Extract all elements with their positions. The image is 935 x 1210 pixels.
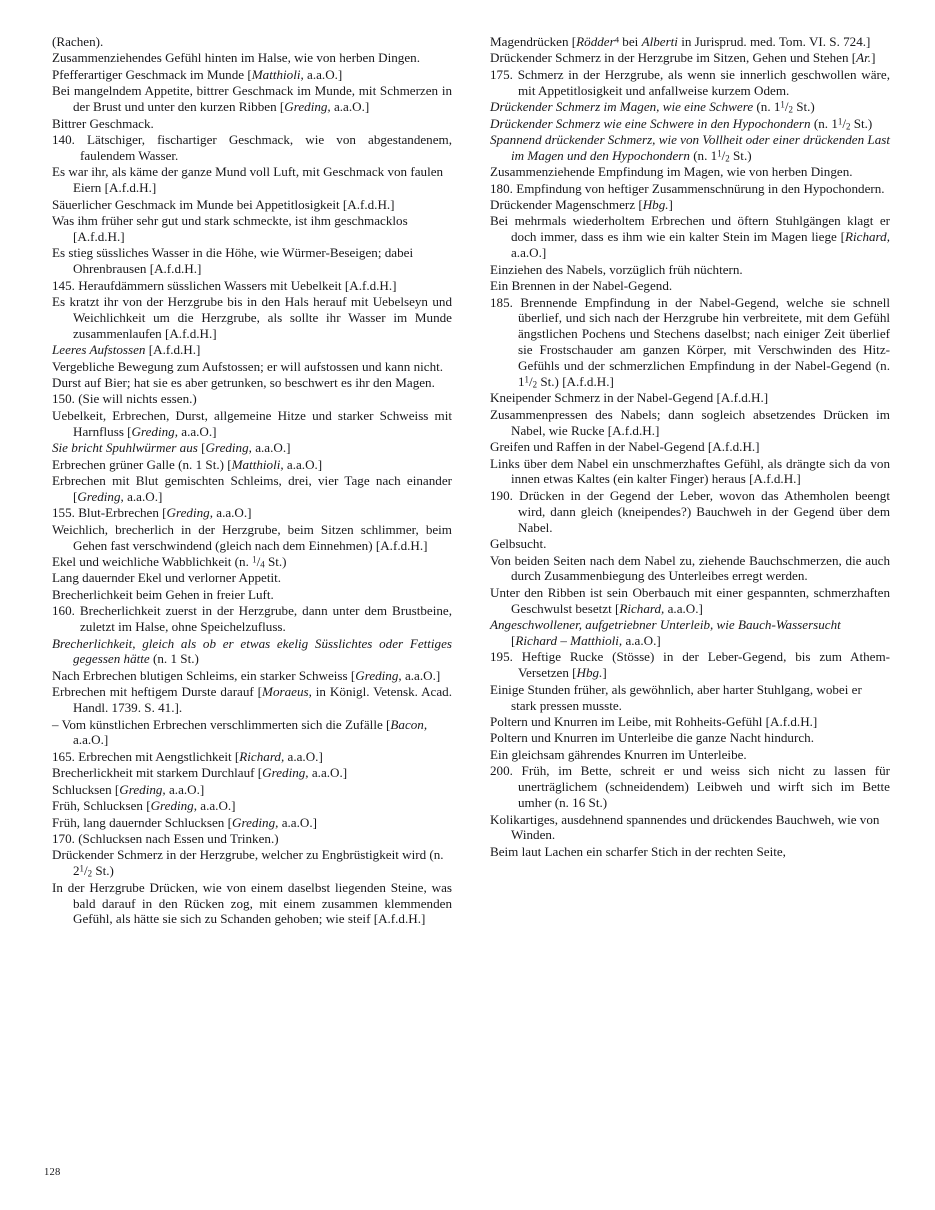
entry-number: 170. [52, 830, 75, 846]
symptom-entry: Angeschwollener, aufgetriebner Unterleib, wie Bauch-Wassersucht [Richard – Matthioli, a.a.O.] [490, 617, 841, 649]
symptom-entry: Lang dauernder Ekel und verlorner Appetit. [52, 570, 282, 586]
symptom-entry: Poltern und Knurren im Leibe, mit Rohheits-Gefühl [A.f.d.H.] [490, 714, 818, 730]
symptom-entry: Beim laut Lachen ein scharfer Stich in der rechten Seite, [490, 843, 786, 859]
entry-number: 155. [52, 505, 75, 521]
symptom-entry: 160. Brecherlichkeit zuerst in der Herzgrube, dann unter dem Brustbeine, zuletzt im Halse, ohne Speichelzufluss. [52, 603, 452, 635]
entry-number: 200. [490, 763, 513, 779]
symptom-entry: Zusammenziehende Empfindung im Magen, wie von herben Dingen. [490, 164, 853, 180]
symptom-entry: Drückender Schmerz wie eine Schwere in den Hypochondern (n. $1^1/_2$ St.) [490, 115, 873, 132]
symptom-entry: Es stieg süssliches Wasser in die Höhe, wie Würmer-Beseigen; dabei Ohrenbrausen [A.f.d.H.] [52, 245, 414, 277]
symptom-entry: Bei mangelndem Appetite, bittrer Geschmack im Munde, mit Schmerzen in der Brust und unter den kurzen Ribben [Greding, a.a.O.] [52, 83, 452, 115]
symptom-entry: Zusammenziehendes Gefühl hinten im Halse, wie von herben Dingen. [52, 50, 420, 66]
symptom-entry: Ekel und weichliche Wabblichkeit (n. $^1/_4$ St.) [52, 554, 287, 570]
symptom-entry: 195. Heftige Rucke (Stösse) in der Leber-Gegend, bis zum Athem-Versetzen [Hbg.] [490, 649, 890, 681]
symptom-entry: Drückender Schmerz in der Herzgrube, welcher zu Engbrüstigkeit wird (n. $2^1/_2$ St.) [52, 847, 444, 879]
symptom-entry: Durst auf Bier; hat sie es aber getrunken, so beschwert es ihr den Magen. [52, 375, 435, 391]
symptom-entry: Kolikartiges, ausdehnend spannendes und drückendes Bauchweh, wie von Winden. [490, 811, 880, 843]
symptom-entry: Brecherlichkeit beim Gehen in freier Luft. [52, 586, 274, 602]
symptom-entry: Erbrechen mit heftigem Durste darauf [Moraeus, in Königl. Vetensk. Acad. Handl. 1739. S. 41.]. [52, 684, 453, 716]
symptom-entry: Vergebliche Bewegung zum Aufstossen; er will aufstossen und kann nicht. [52, 358, 444, 374]
symptom-entry: – Vom künstlichen Erbrechen verschlimmerten sich die Zufälle [Bacon, a.a.O.] [52, 716, 428, 748]
symptom-entry: Weichlich, brecherlich in der Herzgrube, beim Sitzen schlimmer, beim Gehen fast verschwindend (gleich nach dem Einnehmen) [A.f.d.H.] [52, 521, 452, 553]
entry-number: 185. [490, 294, 513, 310]
symptom-entry: Säuerlicher Geschmack im Munde bei Appetitlosigkeit [A.f.d.H.] [52, 196, 395, 212]
two-column-body [52, 34, 890, 928]
right-text-column [490, 34, 890, 928]
symptom-entry: Pfefferartiger Geschmack im Munde [Matthioli, a.a.O.] [52, 66, 343, 82]
symptom-entry: Magendrücken [Rödder$^4$ bei Alberti in Jurisprud. med. Tom. VI. S. 724.] [490, 34, 871, 49]
symptom-entry: Sie bricht Spuhlwürmer aus [Greding, a.a.O.] [52, 440, 291, 456]
symptom-entry: Einige Stunden früher, als gewöhnlich, aber harter Stuhlgang, wobei er stark pressen musste. [490, 681, 862, 713]
symptom-entry: Es war ihr, als käme der ganze Mund voll Luft, mit Geschmack von faulen Eiern [A.f.d.H.] [52, 164, 444, 196]
entry-number: 175. [490, 66, 513, 82]
symptom-entry: 155. Blut-Erbrechen [Greding, a.a.O.] [52, 505, 252, 521]
symptom-entry: Unter den Ribben ist sein Oberbauch mit einer gespannten, schmerzhaften Geschwulst besetzt [Richard, a.a.O.] [490, 584, 890, 616]
symptom-entry: 180. Empfindung von heftiger Zusammenschnürung in den Hypochondern. [490, 180, 885, 196]
symptom-entry: Bei mehrmals wiederholtem Erbrechen und öftern Stuhlgängen klagt er doch immer, dass es ihm wie ein kalter Stein im Magen liege [Richard, a.a.O.] [490, 213, 890, 261]
symptom-entry: 185. Brennende Empfindung in der Nabel-Gegend, welche sie schnell überlief, und sich nach der Herzgrube hin verbreitete, mit dem Gefühl ängstlichen Pochens und Stechens daselbst; nach einiger Zeit überlief sie Frostschauder am ganzen Körper, mit Verschwinden des Hitz-Gefühls und der schmerzlichen Empfindung in der Nabel-Gegend (n. $1^1/_2$ St.) [A.f.d.H.] [490, 294, 890, 390]
symptom-entry: 170. (Schlucksen nach Essen und Trinken.) [52, 830, 279, 846]
left-text-column [52, 34, 452, 928]
symptom-entry: Ein Brennen in der Nabel-Gegend. [490, 278, 673, 294]
symptom-entry: Leeres Aufstossen [A.f.d.H.] [52, 342, 201, 358]
symptom-entry: (Rachen). [52, 34, 104, 49]
symptom-entry: Was ihm früher sehr gut und stark schmeckte, ist ihm geschmacklos [A.f.d.H.] [52, 212, 408, 244]
symptom-entry: Spannend drückender Schmerz, wie von Vollheit oder einer drückenden Last im Magen und den Hypochondern (n. $1^1/_2$ St.) [490, 131, 890, 164]
symptom-entry: Drückender Magenschmerz [Hbg.] [490, 197, 673, 213]
entry-number: 140. [52, 131, 75, 147]
symptom-entry: Poltern und Knurren im Unterleibe die ganze Nacht hindurch. [490, 730, 814, 746]
entry-number: 165. [52, 748, 75, 764]
symptom-entry: Nach Erbrechen blutigen Schleims, ein starker Schweiss [Greding, a.a.O.] [52, 667, 441, 683]
symptom-entry: Früh, lang dauernder Schlucksen [Greding, a.a.O.] [52, 814, 317, 830]
symptom-entry: Zusammenpressen des Nabels; dann sogleich absetzendes Drücken im Nabel, wie Rucke [A.f.d.H.] [490, 406, 890, 438]
symptom-entry: Früh, Schlucksen [Greding, a.a.O.] [52, 798, 236, 814]
symptom-entry: 145. Heraufdämmern süsslichen Wassers mit Uebelkeit [A.f.d.H.] [52, 277, 397, 293]
symptom-entry: 150. (Sie will nichts essen.) [52, 391, 197, 407]
symptom-entry: Brecherlichkeit, gleich als ob er etwas ekelig Süsslichtes oder Fettiges gegessen hätte (n. 1 St.) [52, 635, 452, 667]
symptom-entry: Ein gleichsam gährendes Knurren im Unterleibe. [490, 746, 747, 762]
symptom-entry: Kneipender Schmerz in der Nabel-Gegend [A.f.d.H.] [490, 390, 769, 406]
symptom-entry: Bittrer Geschmack. [52, 115, 154, 131]
symptom-entry: Erbrechen grüner Galle (n. 1 St.) [Matthioli, a.a.O.] [52, 456, 323, 472]
symptom-entry: Einziehen des Nabels, vorzüglich früh nüchtern. [490, 261, 743, 277]
symptom-entry: 140. Lätschiger, fischartiger Geschmack, wie von abgestandenem, faulendem Wasser. [52, 131, 452, 163]
symptom-entry: Brecherlickheit mit starkem Durchlauf [Greding, a.a.O.] [52, 765, 348, 781]
entry-number: 160. [52, 603, 75, 619]
symptom-entry: In der Herzgrube Drücken, wie von einem daselbst liegenden Steine, was bald darauf in den Rücken zog, mit einem zusammen klemmenden Gefühl, als hätte sie sich zu Schanden gehoben; wie steif [A.f.d.H.] [52, 879, 452, 927]
symptom-entry: 175. Schmerz in der Herzgrube, als wenn sie innerlich geschwollen wäre, mit Appetitlosigkeit und anfallweise kurzem Odem. [490, 66, 890, 98]
entry-number: 190. [490, 487, 513, 503]
symptom-entry: Links über dem Nabel ein unschmerzhaftes Gefühl, als drängte sich da von innen etwas Kaltes (ein kalter Finger) heraus [A.f.d.H.] [490, 455, 890, 487]
page-number: 128 [44, 1167, 61, 1178]
entry-number: 180. [490, 180, 513, 196]
symptom-entry: Von beiden Seiten nach dem Nabel zu, ziehende Bauchschmerzen, die auch durch Zusammenbiegung des Unterleibes erregt werden. [490, 552, 890, 584]
symptom-entry: 190. Drücken in der Gegend der Leber, wovon das Athemholen beengt wird, dann gleich (kneipendes?) Bauchweh in der Gegend über dem Nabel. [490, 487, 890, 535]
symptom-entry: Drückender Schmerz in der Herzgrube im Sitzen, Gehen und Stehen [Ar.] [490, 50, 876, 66]
symptom-entry: 200. Früh, im Bette, schreit er und weiss sich nicht zu lassen für unerträglichem (schneidendem) Leibweh und wirft sich im Bette umher (n. 16 St.) [490, 763, 890, 811]
symptom-entry: Gelbsucht. [490, 536, 547, 552]
symptom-entry: Schlucksen [Greding, a.a.O.] [52, 781, 205, 797]
entry-number: 150. [52, 391, 75, 407]
entry-number: 145. [52, 277, 75, 293]
symptom-entry: Uebelkeit, Erbrechen, Durst, allgemeine Hitze und starker Schweiss mit Harnfluss [Greding, a.a.O.] [52, 407, 452, 439]
entry-number: 195. [490, 649, 513, 665]
symptom-entry: Drückender Schmerz im Magen, wie eine Schwere (n. $1^1/_2$ St.) [490, 99, 815, 115]
symptom-entry: Es kratzt ihr von der Herzgrube bis in den Hals herauf mit Uebelseyn und Weichlichkeit um die Herzgrube, als sollte ihr Wasser im Munde zusammenlaufen [A.f.d.H.] [52, 294, 452, 341]
symptom-entry: Erbrechen mit Blut gemischten Schleims, drei, vier Tage nach einander [Greding, a.a.O.] [52, 472, 452, 504]
symptom-entry: Greifen und Raffen in der Nabel-Gegend [A.f.d.H.] [490, 439, 760, 455]
symptom-entry: 165. Erbrechen mit Aengstlichkeit [Richard, a.a.O.] [52, 748, 323, 764]
